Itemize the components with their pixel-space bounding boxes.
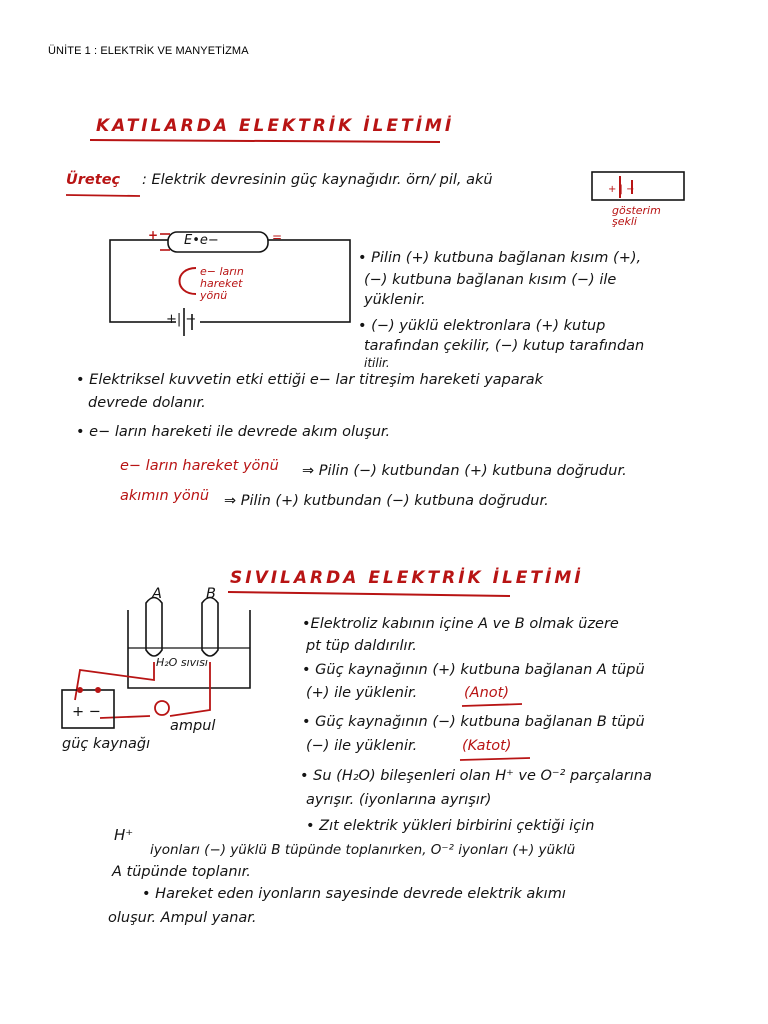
tube-a-label: A	[152, 586, 162, 602]
bulb-label: ampul	[170, 718, 216, 734]
bullet2-line2: tarafından çekilir, (−) kutup tarafından	[364, 338, 645, 354]
bullet2-line1: • (−) yüklü elektronlara (+) kutup	[358, 318, 606, 334]
source-symbol: + −	[72, 704, 101, 720]
section1-title: KATILARDA ELEKTRİK İLETİMİ	[96, 116, 455, 136]
rod-plus-sign: +	[148, 228, 159, 242]
section2-title-underline	[228, 592, 510, 596]
paragraph-line2: iyonları (−) yüklü B tüpünde toplanırken, O⁻² iyonları (+) yüklü	[150, 842, 576, 858]
bullet1-line2: (−) kutbuna bağlanan kısım (−) ile	[364, 272, 617, 288]
s2-bullet2-line2: (+) ile yüklenir.	[306, 685, 418, 701]
bullet2-line3: itilir.	[364, 356, 390, 370]
gosterim-label: gösterim şekli	[612, 204, 661, 228]
s2-bullet4-line1: • Su (H₂O) bileşenleri olan H⁺ ve O⁻² parçalarına	[300, 768, 652, 784]
final-bullet-line2: oluşur. Ampul yanar.	[108, 910, 257, 926]
motion-direction-label: e− ların hareket yönü	[120, 458, 279, 474]
anot-underline	[462, 704, 522, 706]
paragraph-h-ion: H⁺	[114, 826, 134, 844]
electron-motion-arrow	[180, 268, 197, 294]
paragraph-line1: • Zıt elektrik yükleri birbirini çektiği için	[306, 818, 595, 834]
bullet-electric-force-line2: devrede dolanır.	[88, 395, 206, 411]
s2-bullet1-line2: pt tüp daldırılır.	[306, 638, 417, 654]
bullet-current: • e− ların hareketi ile devrede akım oluşur.	[76, 424, 391, 440]
rod-minus-sign: =	[272, 230, 283, 244]
source-label: güç kaynağı	[62, 736, 151, 752]
liquid-label: H₂O sıvısı	[156, 656, 208, 669]
tube-a	[146, 598, 162, 657]
s2-bullet3-line2: (−) ile yüklenir.	[306, 738, 418, 754]
battery-symbol-text: + | −	[608, 184, 635, 195]
s2-bullet4-line2: ayrışır. (iyonlarına ayrışır)	[306, 792, 492, 808]
bullet-electric-force-line1: • Elektriksel kuvvetin etki ettiği e− lar titreşim hareketi yaparak	[76, 372, 544, 388]
tube-b	[202, 598, 218, 657]
bullet1-line1: • Pilin (+) kutbuna bağlanan kısım (+),	[358, 250, 642, 266]
uretec-label: Üreteç	[66, 172, 121, 188]
bulb-icon	[155, 701, 169, 715]
battery-symbol-box	[592, 172, 684, 200]
bullet1-line3: yüklenir.	[364, 292, 426, 308]
uretec-underline	[66, 195, 140, 196]
tube-b-label: B	[206, 586, 216, 602]
final-bullet-line1: • Hareket eden iyonların sayesinde devrede elektrik akımı	[142, 886, 566, 902]
electron-label: E•e−	[184, 233, 219, 248]
cell-label: +| −	[166, 312, 197, 327]
page-header: ÜNİTE 1 : ELEKTRİK VE MANYETİZMA	[48, 45, 249, 57]
s2-bullet2-line1: • Güç kaynağının (+) kutbuna bağlanan A tüpü	[302, 662, 645, 678]
current-direction-label: akımın yönü	[120, 488, 210, 504]
uretec-definition: : Elektrik devresinin güç kaynağıdır. örn/ pil, akü	[142, 172, 493, 188]
s2-bullet3-line1: • Güç kaynağının (−) kutbuna bağlanan B tüpü	[302, 714, 645, 730]
wire-cathode	[170, 662, 210, 716]
katot-term: (Katot)	[462, 738, 512, 754]
section1-title-underline	[90, 140, 440, 142]
motion-direction-text: ⇒ Pilin (−) kutbundan (+) kutbuna doğrudur.	[302, 463, 627, 479]
current-direction-text: ⇒ Pilin (+) kutbundan (−) kutbuna doğrudur.	[224, 493, 549, 509]
paragraph-line3: A tüpünde toplanır.	[112, 864, 251, 880]
section2-title: SIVILARDA ELEKTRİK İLETİMİ	[230, 568, 584, 588]
anot-term: (Anot)	[464, 685, 509, 701]
electron-motion-label: e− ların hareket yönü	[200, 265, 244, 302]
s2-bullet1-line1: •Elektroliz kabının içine A ve B olmak üzere	[302, 616, 619, 632]
katot-underline	[460, 758, 530, 760]
wire-to-source	[100, 716, 150, 718]
